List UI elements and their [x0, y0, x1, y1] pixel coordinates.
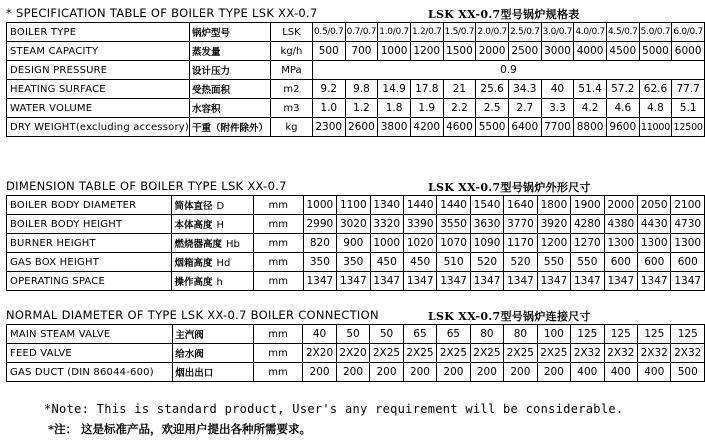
row-unit: mm — [253, 344, 303, 363]
row-label-zh: 烟出出口 — [173, 363, 253, 382]
row-value: 80 — [504, 325, 537, 344]
row-value: 1500 — [443, 42, 476, 61]
row-value: 2050 — [638, 196, 671, 215]
row-value: 1300 — [604, 234, 637, 253]
row-value: 2X32 — [638, 344, 671, 363]
row-value: 1100 — [337, 196, 370, 215]
row-value: 1.2/0.7 — [410, 23, 443, 42]
row-value: 1200 — [537, 234, 570, 253]
row-label-zh: 筒体直径 D — [172, 196, 253, 215]
row-value: 700 — [345, 42, 378, 61]
row-value: 4200 — [410, 118, 443, 137]
row-value: 350 — [303, 253, 336, 272]
row-value: 5.0/0.7 — [639, 23, 672, 42]
row-value: 11000 — [639, 118, 672, 137]
row-unit: mm — [253, 325, 303, 344]
table-row — [7, 363, 705, 382]
row-value: 1440 — [437, 196, 470, 215]
row-value: 1900 — [571, 196, 604, 215]
row-symbol: H — [216, 220, 225, 231]
row-unit: mm — [253, 234, 303, 253]
row-value: 1347 — [638, 272, 671, 291]
row-value: 450 — [370, 253, 403, 272]
row-value: 2.5/0.7 — [508, 23, 541, 42]
row-value: 2.0/0.7 — [476, 23, 509, 42]
row-label-en: BOILER BODY DIAMETER — [7, 196, 172, 215]
row-value: 4500 — [606, 42, 639, 61]
row-value: 4280 — [571, 215, 604, 234]
row-label-zh: 锅炉型号 — [190, 23, 271, 42]
table-row — [7, 61, 705, 80]
row-value: 600 — [671, 253, 705, 272]
row-value: 2300 — [312, 118, 345, 137]
table-row — [7, 272, 705, 291]
row-value: 450 — [403, 253, 436, 272]
row-value: 400 — [571, 363, 604, 382]
row-value: 1800 — [537, 196, 570, 215]
row-value: 2000 — [476, 42, 509, 61]
row-value: 3390 — [403, 215, 436, 234]
row-value: 2X25 — [403, 344, 436, 363]
row-value: 3630 — [470, 215, 503, 234]
row-label-en: MAIN STEAM VALVE — [7, 325, 173, 344]
table-row — [7, 215, 705, 234]
row-value: 1640 — [504, 196, 537, 215]
row-value: 200 — [303, 363, 336, 382]
row-value: 200 — [437, 363, 470, 382]
row-label-zh: 主汽阀 — [173, 325, 253, 344]
row-value: 1000 — [303, 196, 336, 215]
row-value: 4.6 — [606, 99, 639, 118]
row-value: 9.8 — [345, 80, 378, 99]
row-label-en: BOILER TYPE — [7, 23, 190, 42]
row-value: 820 — [303, 234, 336, 253]
row-value: 3770 — [504, 215, 537, 234]
row-value: 4730 — [671, 215, 705, 234]
row-value: 2X25 — [537, 344, 570, 363]
row-unit: mm — [253, 272, 303, 291]
row-value: 4.0/0.7 — [574, 23, 607, 42]
row-value: 3.0/0.7 — [541, 23, 574, 42]
note-en: *Note: This is standard product, User's any requirement will be considerable. — [44, 402, 624, 416]
row-value: 1347 — [571, 272, 604, 291]
row-value: 600 — [604, 253, 637, 272]
row-value: 550 — [537, 253, 570, 272]
row-label-en: OPERATING SPACE — [7, 272, 172, 291]
row-value: 3920 — [537, 215, 570, 234]
table-row — [7, 325, 705, 344]
row-value: 1000 — [370, 234, 403, 253]
row-unit: mm — [253, 363, 303, 382]
table-row — [7, 196, 705, 215]
row-value: 2X25 — [504, 344, 537, 363]
row-value: 4.5/0.7 — [606, 23, 639, 42]
row-value: 65 — [437, 325, 470, 344]
dim-table — [6, 195, 705, 291]
row-value: 80 — [470, 325, 503, 344]
row-value: 4.8 — [639, 99, 672, 118]
row-value: 4600 — [443, 118, 476, 137]
row-value: 0.7/0.7 — [345, 23, 378, 42]
row-value: 2.7 — [508, 99, 541, 118]
row-value: 1347 — [470, 272, 503, 291]
row-value: 125 — [571, 325, 604, 344]
row-value: 200 — [504, 363, 537, 382]
row-value: 4430 — [638, 215, 671, 234]
row-label-zh: 操作高度 h — [172, 272, 253, 291]
row-value: 2X32 — [671, 344, 705, 363]
row-value: 1347 — [370, 272, 403, 291]
row-value: 6.0/0.7 — [672, 23, 705, 42]
row-unit: m2 — [271, 80, 313, 99]
row-value: 8800 — [574, 118, 607, 137]
dim-title-en: DIMENSION TABLE OF BOILER TYPE LSK XX-0.7 — [6, 179, 287, 193]
row-value: 1170 — [504, 234, 537, 253]
conn-table — [6, 324, 705, 382]
row-symbol: D — [216, 201, 225, 212]
row-label-en: STEAM CAPACITY — [7, 42, 190, 61]
row-value: 57.2 — [606, 80, 639, 99]
row-value: 2X32 — [571, 344, 604, 363]
row-label-zh: 本体高度 H — [172, 215, 253, 234]
row-value: 1347 — [337, 272, 370, 291]
note-zh: *注： 这是标准产品，欢迎用户提出各种所需要求。 — [48, 422, 312, 436]
row-symbol: Hb — [226, 239, 240, 250]
row-value: 7700 — [541, 118, 574, 137]
row-label-en: BOILER BODY HEIGHT — [7, 215, 172, 234]
row-value: 4.2 — [574, 99, 607, 118]
row-value: 17.8 — [410, 80, 443, 99]
conn-title-en: NORMAL DIAMETER OF TYPE LSK XX-0.7 BOILER CONNECTION — [6, 308, 379, 322]
row-value: 50 — [370, 325, 403, 344]
row-value: 3020 — [337, 215, 370, 234]
row-unit: mm — [253, 196, 303, 215]
row-value: 500 — [671, 363, 705, 382]
row-value: 2.2 — [443, 99, 476, 118]
row-value: 3000 — [541, 42, 574, 61]
row-label-zh: 干重（附件除外） — [190, 118, 271, 137]
conn-title-zh: LSK XX-0.7型号锅炉连接尺寸 — [428, 310, 591, 323]
row-value: 9.2 — [312, 80, 345, 99]
row-value: 1.8 — [378, 99, 411, 118]
row-label-en: FEED VALVE — [7, 344, 173, 363]
spec-title-zh: LSK XX-0.7型号锅炉规格表 — [428, 8, 580, 21]
row-value: 1.2 — [345, 99, 378, 118]
row-value: 1440 — [403, 196, 436, 215]
spec-title-en: * SPECIFICATION TABLE OF BOILER TYPE LSK XX-0.7 — [6, 6, 318, 20]
row-value: 40 — [303, 325, 336, 344]
row-value: 200 — [370, 363, 403, 382]
row-value: 2000 — [604, 196, 637, 215]
table-row — [7, 99, 705, 118]
spec-table — [6, 22, 705, 137]
row-value: 3.3 — [541, 99, 574, 118]
row-value: 9600 — [606, 118, 639, 137]
row-value: 2X20 — [336, 344, 369, 363]
table-row — [7, 344, 705, 363]
row-value: 900 — [337, 234, 370, 253]
row-value: 4380 — [604, 215, 637, 234]
dim-title-zh: LSK XX-0.7型号锅炉外形尺寸 — [428, 181, 591, 194]
row-label-en: HEATING SURFACE — [7, 80, 190, 99]
row-value: 1347 — [403, 272, 436, 291]
row-value: 1347 — [437, 272, 470, 291]
row-value: 200 — [336, 363, 369, 382]
row-value: 3800 — [378, 118, 411, 137]
row-value: 4000 — [574, 42, 607, 61]
row-label-en: BURNER HEIGHT — [7, 234, 172, 253]
row-unit: mm — [253, 215, 303, 234]
row-value: 5000 — [639, 42, 672, 61]
row-label-zh: 烟箱高度 Hd — [172, 253, 253, 272]
row-value: 350 — [337, 253, 370, 272]
row-value: 600 — [638, 253, 671, 272]
row-value: 6400 — [508, 118, 541, 137]
row-value: 3320 — [370, 215, 403, 234]
row-value: 1.9 — [410, 99, 443, 118]
row-value: 1020 — [403, 234, 436, 253]
row-value: 3550 — [437, 215, 470, 234]
row-value: 65 — [403, 325, 436, 344]
row-value: 2X25 — [437, 344, 470, 363]
row-label-zh: 设计压力 — [190, 61, 271, 80]
row-value: 14.9 — [378, 80, 411, 99]
row-value: 21 — [443, 80, 476, 99]
row-value: 1347 — [504, 272, 537, 291]
row-value: 1.0 — [312, 99, 345, 118]
row-value: 1000 — [378, 42, 411, 61]
row-label-en: DESIGN PRESSURE — [7, 61, 190, 80]
row-value: 520 — [470, 253, 503, 272]
row-value: 34.3 — [508, 80, 541, 99]
table-row — [7, 80, 705, 99]
row-value: 520 — [504, 253, 537, 272]
row-value: 1070 — [437, 234, 470, 253]
row-value: 550 — [571, 253, 604, 272]
table-row — [7, 118, 705, 137]
row-symbol: h — [216, 277, 223, 288]
row-value: 1090 — [470, 234, 503, 253]
row-value: 1347 — [671, 272, 705, 291]
row-value: 200 — [537, 363, 570, 382]
spec-title — [6, 6, 580, 21]
row-unit: mm — [253, 253, 303, 272]
table-row — [7, 253, 705, 272]
row-unit: LSK — [271, 23, 313, 42]
row-value: 510 — [437, 253, 470, 272]
row-value: 1270 — [571, 234, 604, 253]
row-unit: m3 — [271, 99, 313, 118]
row-value: 2990 — [303, 215, 336, 234]
row-value: 6000 — [672, 42, 705, 61]
table-row — [7, 234, 705, 253]
conn-title — [6, 308, 591, 323]
row-label-zh: 燃烧器高度 Hb — [172, 234, 253, 253]
row-value-merged: 0.9 — [312, 61, 704, 80]
row-value: 2X25 — [470, 344, 503, 363]
row-label-en: WATER VOLUME — [7, 99, 190, 118]
row-label-zh: 受热面积 — [190, 80, 271, 99]
row-unit: kg/h — [271, 42, 313, 61]
row-value: 12500 — [672, 118, 705, 137]
row-label-zh: 水容积 — [190, 99, 271, 118]
row-value: 100 — [537, 325, 570, 344]
row-value: 25.6 — [476, 80, 509, 99]
row-value: 400 — [638, 363, 671, 382]
row-value: 2X20 — [303, 344, 336, 363]
row-value: 500 — [312, 42, 345, 61]
row-label-en: GAS DUCT (DIN 86044-600) — [7, 363, 173, 382]
row-symbol: Hd — [216, 258, 231, 269]
row-value: 2.5 — [476, 99, 509, 118]
row-unit: kg — [271, 118, 313, 137]
row-value: 200 — [403, 363, 436, 382]
row-value: 125 — [671, 325, 705, 344]
row-value: 2600 — [345, 118, 378, 137]
row-value: 1300 — [638, 234, 671, 253]
row-value: 2X32 — [604, 344, 637, 363]
row-value: 5.1 — [672, 99, 705, 118]
row-value: 51.4 — [574, 80, 607, 99]
row-value: 50 — [336, 325, 369, 344]
row-value: 1347 — [604, 272, 637, 291]
row-value: 400 — [604, 363, 637, 382]
row-value: 1340 — [370, 196, 403, 215]
row-value: 1347 — [303, 272, 336, 291]
row-value: 2500 — [508, 42, 541, 61]
row-unit: MPa — [271, 61, 313, 80]
row-value: 1200 — [410, 42, 443, 61]
row-value: 200 — [470, 363, 503, 382]
row-value: 1540 — [470, 196, 503, 215]
row-value: 1.0/0.7 — [378, 23, 411, 42]
row-value: 125 — [604, 325, 637, 344]
row-value: 1300 — [671, 234, 705, 253]
row-value: 1347 — [537, 272, 570, 291]
table-row — [7, 42, 705, 61]
row-value: 125 — [638, 325, 671, 344]
row-value: 62.6 — [639, 80, 672, 99]
dim-title — [6, 179, 591, 194]
row-value: 2X25 — [370, 344, 403, 363]
row-value: 1.5/0.7 — [443, 23, 476, 42]
row-label-en: GAS BOX HEIGHT — [7, 253, 172, 272]
row-label-zh: 蒸发量 — [190, 42, 271, 61]
table-row — [7, 23, 705, 42]
row-value: 2100 — [671, 196, 705, 215]
row-value: 5500 — [476, 118, 509, 137]
row-value: 0.5/0.7 — [312, 23, 345, 42]
row-value: 77.7 — [672, 80, 705, 99]
row-value: 40 — [541, 80, 574, 99]
row-label-en: DRY WEIGHT(excluding accessory) — [7, 118, 190, 137]
row-label-zh: 给水阀 — [173, 344, 253, 363]
